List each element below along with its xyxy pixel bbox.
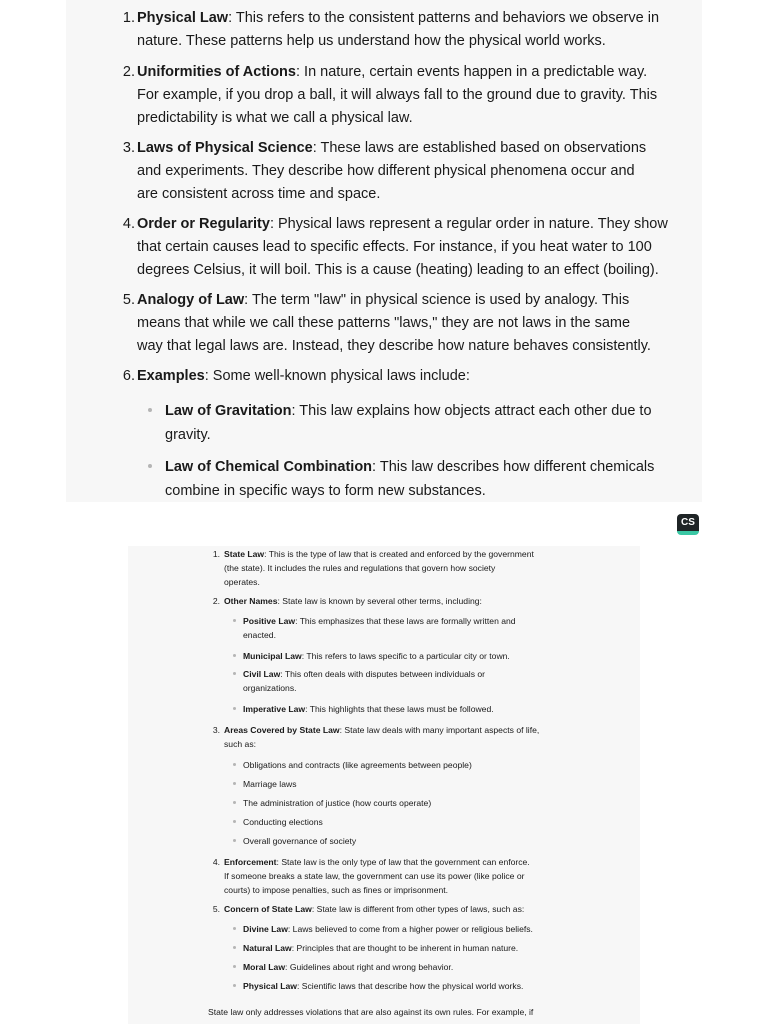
bullet-marker <box>233 965 236 968</box>
item-term: Natural Law <box>243 943 292 953</box>
list-item: 3. Areas Covered by State Law: State law deals with many important aspects of life, such as: <box>212 725 540 749</box>
bullet-marker <box>233 820 236 823</box>
bullet-marker <box>233 801 236 804</box>
bullet-item: Civil Law: This often deals with disputes between individuals or organizations. <box>243 669 486 693</box>
bullet-marker <box>233 619 236 622</box>
list-item: 6. Examples: Some well-known physical laws include: <box>122 368 470 384</box>
item-term: Concern of State Law <box>224 904 312 914</box>
bullet-item: Physical Law: Scientific laws that describe how the physical world works. <box>243 981 524 991</box>
bullet-item: Overall governance of society <box>243 836 357 846</box>
item-term: Law of Gravitation <box>165 403 292 419</box>
list-item: 5. Analogy of Law: The term "law" in physical science is used by analogy. This means that while we call these patterns "laws," they are not laws in the same way that legal laws are. Instead, they describe how nature behaves consistently. <box>122 292 651 354</box>
item-term: Municipal Law <box>243 651 302 661</box>
item-term: Imperative Law <box>243 704 306 714</box>
bullet-item: Divine Law: Laws believed to come from a higher power or religious beliefs. <box>243 924 533 934</box>
bullet-marker <box>148 408 152 412</box>
item-term: Examples <box>137 368 205 384</box>
bullet-item: Natural Law: Principles that are thought to be inherent in human nature. <box>243 943 519 953</box>
bullet-item: Moral Law: Guidelines about right and wrong behavior. <box>243 962 454 972</box>
bullet-marker <box>233 927 236 930</box>
bullet-item: Positive Law: This emphasizes that these laws are formally written and enacted. <box>243 616 516 640</box>
bullet-marker <box>233 672 236 675</box>
bullet-marker <box>233 984 236 987</box>
list-item: 4. Enforcement: State law is the only type of law that the government can enforce. If someone breaks a state law, the government can use its power (like police or courts) to impose penalties, such as fines or imprisonment. <box>212 857 530 895</box>
item-term: Areas Covered by State Law <box>224 725 340 735</box>
bullet-item: Law of Chemical Combination: This law describes how different chemicals combine in specific ways to form new substances. <box>165 459 655 499</box>
item-term: Physical Law <box>137 10 229 26</box>
bullet-marker <box>233 839 236 842</box>
item-term: Moral Law <box>243 962 286 972</box>
bullet-marker <box>233 654 236 657</box>
list-item: 1. State Law: This is the type of law that is created and enforced by the government (the state). It includes the rules and regulations that govern how society operates. <box>212 549 534 587</box>
item-term: Analogy of Law <box>137 292 245 308</box>
item-term: Other Names <box>224 596 278 606</box>
item-term: Divine Law <box>243 924 288 934</box>
item-term: Order or Regularity <box>137 216 270 232</box>
list-item: 2. Uniformities of Actions: In nature, certain events happen in a predictable way. For example, if you drop a ball, it will always fall to the ground due to gravity. This predictability is what we call a physical law. <box>122 64 658 126</box>
bullet-item: The administration of justice (how courts operate) <box>243 798 432 808</box>
list-item: 5. Concern of State Law: State law is different from other types of laws, such as: <box>212 904 525 914</box>
summary-paragraph: State law only addresses violations that are also against its own rules. For example, if <box>208 1007 534 1017</box>
bullet-item: Obligations and contracts (like agreements between people) <box>243 760 472 770</box>
item-term: Positive Law <box>243 616 296 626</box>
item-term: State Law <box>224 549 265 559</box>
bullet-marker <box>233 763 236 766</box>
list-item: 3. Laws of Physical Science: These laws are established based on observations and experiments. They describe how different physical phenomena occur and are consistent across time and space. <box>122 140 647 202</box>
list-item: 2. Other Names: State law is known by several other terms, including: <box>212 596 482 606</box>
item-term: Law of Chemical Combination <box>165 459 373 475</box>
bullet-item: Imperative Law: This highlights that these laws must be followed. <box>243 704 494 714</box>
item-term: Civil Law <box>243 669 281 679</box>
bullet-item: Marriage laws <box>243 779 297 789</box>
list-item: 4. Order or Regularity: Physical laws represent a regular order in nature. They show that certain causes lead to specific effects. For instance, if you heat water to 100 degrees Celsius, it will boil. This is a cause (heating) leading to an effect (boiling). <box>122 216 668 278</box>
bullet-marker <box>233 782 236 785</box>
cs-logo-badge: CS <box>677 514 699 535</box>
item-term: Laws of Physical Science <box>137 140 313 156</box>
bullet-marker <box>148 464 152 468</box>
item-term: Enforcement <box>224 857 277 867</box>
bullet-item: Law of Gravitation: This law explains how objects attract each other due to gravity. <box>165 403 652 443</box>
item-term: Uniformities of Actions <box>137 64 296 80</box>
bullet-item: Municipal Law: This refers to laws specific to a particular city or town. <box>243 651 510 661</box>
bullet-marker <box>233 707 236 710</box>
bullet-item: Conducting elections <box>243 817 323 827</box>
item-term: Physical Law <box>243 981 297 991</box>
list-item: 1. Physical Law: This refers to the consistent patterns and behaviors we observe in nature. These patterns help us understand how the physical world works. <box>122 10 660 49</box>
bullet-marker <box>233 946 236 949</box>
